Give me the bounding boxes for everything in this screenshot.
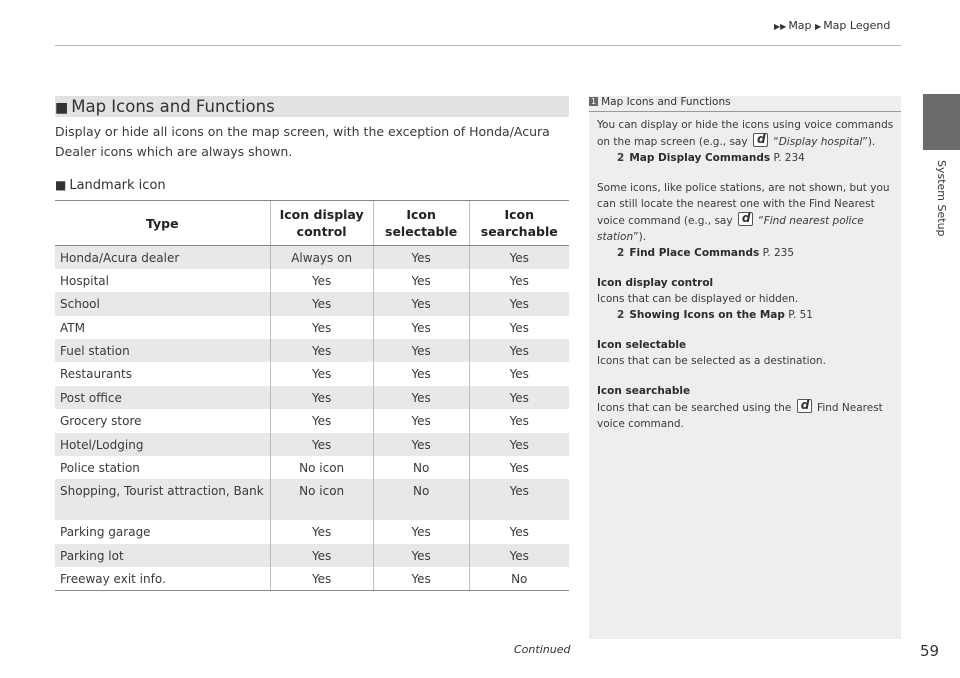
- talk-button-icon: [738, 212, 753, 226]
- searchable-cell: Yes: [469, 520, 569, 543]
- type-cell: Post office: [55, 386, 270, 409]
- selectable-cell: Yes: [373, 292, 469, 315]
- reference-page: P. 235: [762, 247, 795, 259]
- display-control-cell: Yes: [270, 520, 373, 543]
- note-number-badge: 1: [591, 97, 597, 106]
- display-control-cell: No icon: [270, 479, 373, 520]
- column-header-display-control: Icon display control: [270, 201, 373, 246]
- note-paragraph: Some icons, like police stations, are not shown, but you can still locate the nearest one with the Find Nearest voice command (e.g., say d “Find nearest police station”).: [597, 180, 895, 245]
- searchable-cell: Yes: [469, 316, 569, 339]
- spacer: [597, 166, 895, 180]
- note-text: Icons that can be selected as a destination.: [597, 355, 826, 367]
- column-header-selectable: Icon selectable: [373, 201, 469, 246]
- searchable-cell: Yes: [469, 292, 569, 315]
- section-square-icon: ■: [55, 100, 69, 116]
- table-row: [55, 246, 569, 269]
- voice-command-text: Display hospital: [778, 136, 863, 148]
- display-control-cell: Yes: [270, 544, 373, 567]
- table-header-row: [55, 201, 569, 246]
- selectable-cell: Yes: [373, 433, 469, 456]
- chapter-tab-marker: [923, 94, 960, 150]
- type-cell: Shopping, Tourist attraction, Bank: [55, 479, 270, 520]
- landmark-icon-table: [55, 200, 569, 591]
- type-cell: ATM: [60, 320, 85, 335]
- display-control-cell: Yes: [270, 567, 373, 590]
- subsection-square-icon: ■: [55, 178, 67, 192]
- selectable-cell: Yes: [373, 386, 469, 409]
- reference-link[interactable]: Showing Icons on the Map: [629, 309, 785, 321]
- note-text: ).: [638, 231, 647, 243]
- note-text: Icons that can be displayed or hidden.: [597, 293, 799, 305]
- selectable-cell: No: [373, 456, 469, 479]
- spacer: [597, 323, 895, 337]
- selectable-cell: Yes: [373, 520, 469, 543]
- display-control-cell: Yes: [270, 269, 373, 292]
- type-cell: Grocery store: [60, 414, 142, 429]
- continued-label: Continued: [514, 643, 571, 656]
- table-row: [55, 292, 569, 315]
- note-subheading-text: Icon searchable: [597, 385, 691, 397]
- type-cell: Hospital: [60, 273, 109, 288]
- table-row: [55, 567, 569, 590]
- selectable-cell: Yes: [373, 544, 469, 567]
- type-cell: Police station: [60, 461, 140, 476]
- type-cell: Honda/Acura dealer: [55, 246, 270, 269]
- searchable-cell: Yes: [469, 544, 569, 567]
- spacer: [597, 261, 895, 275]
- note-paragraph: You can display or hide the icons using voice commands on the map screen (e.g., say d “Display hospital”).: [597, 117, 895, 150]
- searchable-cell: Yes: [469, 362, 569, 385]
- cross-reference[interactable]: [597, 150, 895, 166]
- column-header-type: Type: [55, 201, 270, 246]
- breadcrumb-arrow-icon: ▶▶: [774, 22, 787, 31]
- display-control-cell: Yes: [270, 339, 373, 362]
- display-control-cell: Always on: [270, 246, 373, 269]
- reference-arrow-icon: 2: [617, 152, 625, 164]
- header-divider: [55, 45, 901, 46]
- section-heading: [55, 96, 569, 117]
- note-paragraph: [597, 399, 895, 432]
- searchable-cell: Yes: [469, 339, 569, 362]
- note-subheading-text: Icon selectable: [597, 339, 687, 351]
- searchable-cell: Yes: [469, 246, 569, 269]
- type-cell: Restaurants: [60, 367, 132, 382]
- searchable-cell: No: [469, 567, 569, 590]
- breadcrumb-item-map[interactable]: Map: [788, 19, 812, 32]
- table-row: [55, 386, 569, 409]
- intro-paragraph: Display or hide all icons on the map screen, with the exception of Honda/Acura Dealer icons which are always shown.: [55, 124, 550, 159]
- table-row: [55, 316, 569, 339]
- selectable-cell: Yes: [373, 339, 469, 362]
- column-header-searchable: Icon searchable: [469, 201, 569, 246]
- sidebar-note-title: [589, 96, 901, 112]
- selectable-cell: Yes: [373, 362, 469, 385]
- display-control-cell: Yes: [270, 292, 373, 315]
- searchable-cell: Yes: [469, 433, 569, 456]
- reference-arrow-icon: 2: [617, 309, 625, 321]
- note-text: ).: [867, 136, 876, 148]
- selectable-cell: Yes: [373, 409, 469, 432]
- note-text: You can display or hide the icons using voice commands on the map screen (e.g., say: [597, 119, 894, 148]
- breadcrumb-item-map-legend[interactable]: Map Legend: [823, 19, 891, 32]
- voice-command-text: Find nearest police station: [597, 215, 864, 243]
- note-subheading: [597, 383, 895, 399]
- reference-link[interactable]: Map Display Commands: [629, 152, 771, 164]
- display-control-cell: Yes: [270, 433, 373, 456]
- type-cell: Fuel station: [55, 339, 270, 362]
- display-control-cell: Yes: [270, 316, 373, 339]
- display-control-cell: No icon: [270, 456, 373, 479]
- breadcrumb-arrow-icon: ▶: [815, 22, 822, 31]
- breadcrumb: [774, 19, 890, 32]
- spacer: [597, 369, 895, 383]
- type-cell: Parking lot: [55, 544, 270, 567]
- searchable-cell: Yes: [469, 479, 569, 520]
- note-text: Icons that can be searched using the: [597, 402, 792, 414]
- table-row: [55, 520, 569, 543]
- table-row: [55, 269, 569, 292]
- selectable-cell: No: [373, 479, 469, 520]
- section-title: Map Icons and Functions: [71, 97, 275, 116]
- table-row: [55, 362, 569, 385]
- note-subheading: [597, 337, 895, 353]
- talk-button-icon: [753, 133, 768, 147]
- selectable-cell: Yes: [373, 316, 469, 339]
- searchable-cell: Yes: [469, 456, 569, 479]
- type-cell: Freeway exit info.: [55, 567, 270, 590]
- type-cell: Parking garage: [60, 525, 151, 540]
- table-row: [55, 544, 569, 567]
- type-cell: Hotel/Lodging: [55, 433, 270, 456]
- subsection-title: Landmark icon: [69, 178, 166, 193]
- sidebar-note-title-text: Map Icons and Functions: [601, 96, 731, 108]
- table-row: [55, 339, 569, 362]
- table-row: [55, 433, 569, 456]
- subsection-heading: [55, 178, 166, 193]
- display-control-cell: Yes: [270, 409, 373, 432]
- searchable-cell: Yes: [469, 269, 569, 292]
- table-row: [55, 456, 569, 479]
- talk-button-icon: [797, 399, 812, 413]
- reference-page: P. 51: [788, 309, 813, 321]
- selectable-cell: Yes: [373, 246, 469, 269]
- chapter-label: System Setup: [935, 160, 948, 237]
- reference-page: P. 234: [773, 152, 805, 164]
- cross-reference[interactable]: [597, 307, 895, 323]
- note-subheading-text: Icon display control: [597, 277, 714, 289]
- table-row: [55, 479, 569, 520]
- note-subheading: [597, 275, 895, 291]
- reference-link[interactable]: Find Place Commands: [629, 247, 760, 259]
- sidebar-note-body: [597, 117, 895, 432]
- page-number: 59: [920, 642, 940, 660]
- searchable-cell: Yes: [469, 409, 569, 432]
- note-text: Some icons, like police stations, are not shown, but you can still locate the nearest one with the Find Nearest voice command (e.g., say: [597, 182, 890, 227]
- display-control-cell: Yes: [270, 386, 373, 409]
- table-row: [55, 409, 569, 432]
- reference-arrow-icon: 2: [617, 247, 625, 259]
- selectable-cell: Yes: [373, 567, 469, 590]
- note-text: Find Nearest voice command.: [597, 402, 883, 430]
- selectable-cell: Yes: [373, 269, 469, 292]
- type-cell: School: [55, 292, 270, 315]
- display-control-cell: Yes: [270, 362, 373, 385]
- searchable-cell: Yes: [469, 386, 569, 409]
- cross-reference[interactable]: [597, 245, 895, 261]
